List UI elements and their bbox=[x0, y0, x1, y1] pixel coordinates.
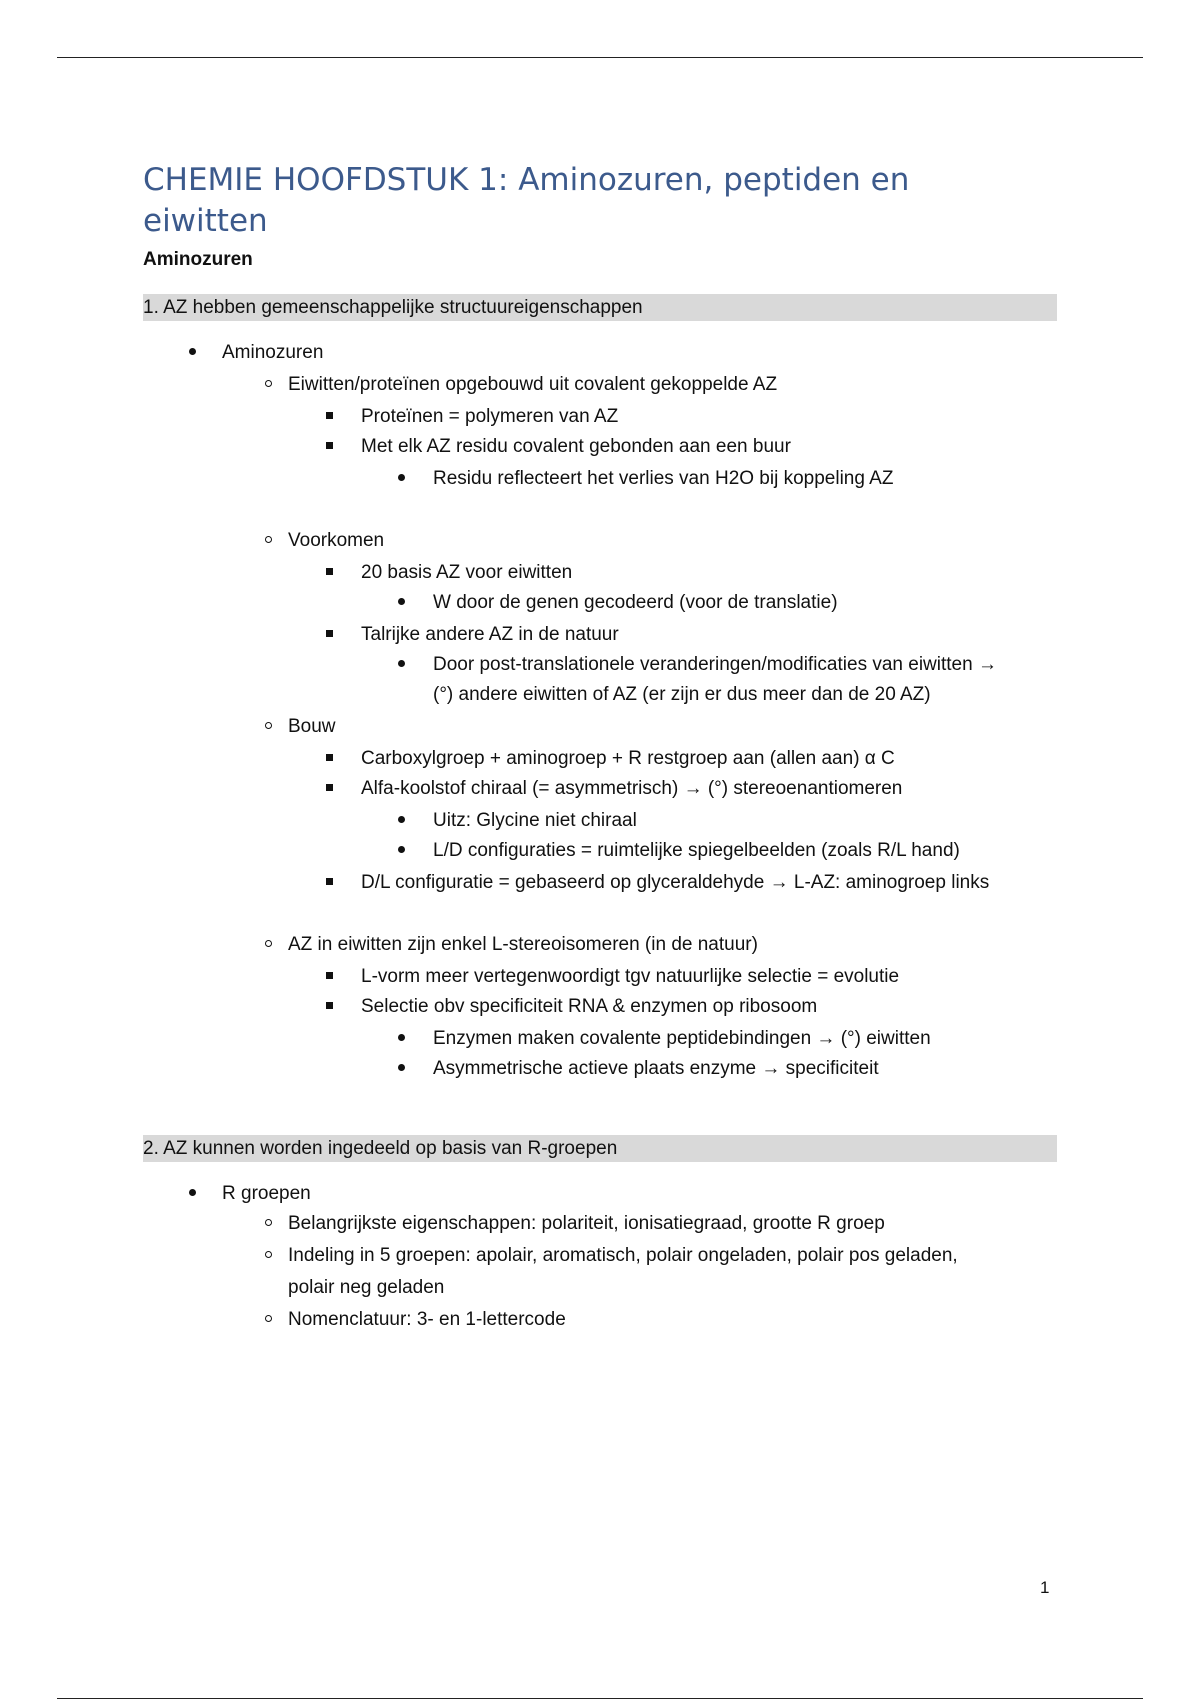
bullet-square-icon bbox=[319, 405, 339, 429]
section-1-heading: 1. AZ hebben gemeenschappelijke structuureigenschappen bbox=[143, 294, 1057, 321]
list-item: L/D configuraties = ruimtelijke spiegelbeelden (zoals R/L hand) bbox=[433, 839, 1057, 863]
bullet-square-icon bbox=[319, 747, 339, 771]
page-top-rule bbox=[57, 57, 1143, 58]
bullet-dot-icon bbox=[182, 1182, 202, 1206]
list-item: W door de genen gecodeerd (voor de translatie) bbox=[433, 591, 1057, 615]
bullet-square-icon bbox=[319, 561, 339, 585]
bullet-dot-icon bbox=[391, 1057, 411, 1081]
bullet-dot-icon bbox=[182, 341, 202, 365]
bullet-dot-icon bbox=[391, 1027, 411, 1051]
list-item: Nomenclatuur: 3- en 1-lettercode bbox=[288, 1308, 1057, 1332]
bullet-square-icon bbox=[319, 871, 339, 895]
bullet-square-icon bbox=[319, 623, 339, 647]
list-item: Indeling in 5 groepen: apolair, aromatisch, polair ongeladen, polair pos geladen, bbox=[288, 1244, 1057, 1268]
list-item: Voorkomen bbox=[288, 529, 1057, 553]
document-page bbox=[143, 160, 1057, 1332]
list-item: Alfa-koolstof chiraal (= asymmetrisch) → (°) stereoenantiomeren bbox=[361, 777, 1057, 801]
list-item-continuation: polair neg geladen bbox=[288, 1277, 445, 1298]
bullet-dot-icon bbox=[391, 653, 411, 677]
subtitle: Aminozuren bbox=[143, 249, 253, 270]
list-item: Carboxylgroep + aminogroep + R restgroep aan (allen aan) α C bbox=[361, 747, 1057, 771]
bullet-dot-icon bbox=[391, 839, 411, 863]
page-title: CHEMIE HOOFDSTUK 1: Aminozuren, peptiden en eiwitten bbox=[143, 162, 910, 239]
bullet-square-icon bbox=[319, 995, 339, 1019]
section-2-heading: 2. AZ kunnen worden ingedeeld op basis van R-groepen bbox=[143, 1135, 1057, 1162]
bullet-circle-icon bbox=[258, 1308, 278, 1332]
list-item: Uitz: Glycine niet chiraal bbox=[433, 809, 1057, 833]
list-item: Talrijke andere AZ in de natuur bbox=[361, 623, 1057, 647]
list-item: Proteïnen = polymeren van AZ bbox=[361, 405, 1057, 429]
list-item: 20 basis AZ voor eiwitten bbox=[361, 561, 1057, 585]
bullet-circle-icon bbox=[258, 1212, 278, 1236]
bullet-circle-icon bbox=[258, 1244, 278, 1268]
page-number: 1 bbox=[1040, 1578, 1050, 1597]
bullet-square-icon bbox=[319, 777, 339, 801]
bullet-circle-icon bbox=[258, 715, 278, 739]
list-item: Residu reflecteert het verlies van H2O bij koppeling AZ bbox=[433, 467, 1057, 491]
bullet-square-icon bbox=[319, 965, 339, 989]
list-item-continuation: (°) andere eiwitten of AZ (er zijn er dus meer dan de 20 AZ) bbox=[433, 684, 931, 705]
list-item: Enzymen maken covalente peptidebindingen → (°) eiwitten bbox=[433, 1027, 1057, 1051]
list-item: Met elk AZ residu covalent gebonden aan een buur bbox=[361, 435, 1057, 459]
list-item: AZ in eiwitten zijn enkel L-stereoisomeren (in de natuur) bbox=[288, 933, 1057, 957]
list-item: Aminozuren bbox=[222, 341, 1057, 365]
list-item: Belangrijkste eigenschappen: polariteit, ionisatiegraad, grootte R groep bbox=[288, 1212, 1057, 1236]
bullet-dot-icon bbox=[391, 591, 411, 615]
list-item: Asymmetrische actieve plaats enzyme → specificiteit bbox=[433, 1057, 1057, 1081]
page-bottom-rule bbox=[57, 1698, 1143, 1699]
list-item: L-vorm meer vertegenwoordigt tgv natuurlijke selectie = evolutie bbox=[361, 965, 1057, 989]
list-item: R groepen bbox=[222, 1182, 1057, 1206]
bullet-circle-icon bbox=[258, 373, 278, 397]
bullet-square-icon bbox=[319, 435, 339, 459]
list-item: D/L configuratie = gebaseerd op glyceraldehyde → L-AZ: aminogroep links bbox=[361, 871, 1057, 895]
bullet-dot-icon bbox=[391, 809, 411, 833]
bullet-dot-icon bbox=[391, 467, 411, 491]
list-item: Door post-translationele veranderingen/modificaties van eiwitten → bbox=[433, 653, 1057, 677]
bullet-circle-icon bbox=[258, 529, 278, 553]
bullet-circle-icon bbox=[258, 933, 278, 957]
list-item: Selectie obv specificiteit RNA & enzymen op ribosoom bbox=[361, 995, 1057, 1019]
list-item: Eiwitten/proteïnen opgebouwd uit covalent gekoppelde AZ bbox=[288, 373, 1057, 397]
list-item: Bouw bbox=[288, 715, 1057, 739]
